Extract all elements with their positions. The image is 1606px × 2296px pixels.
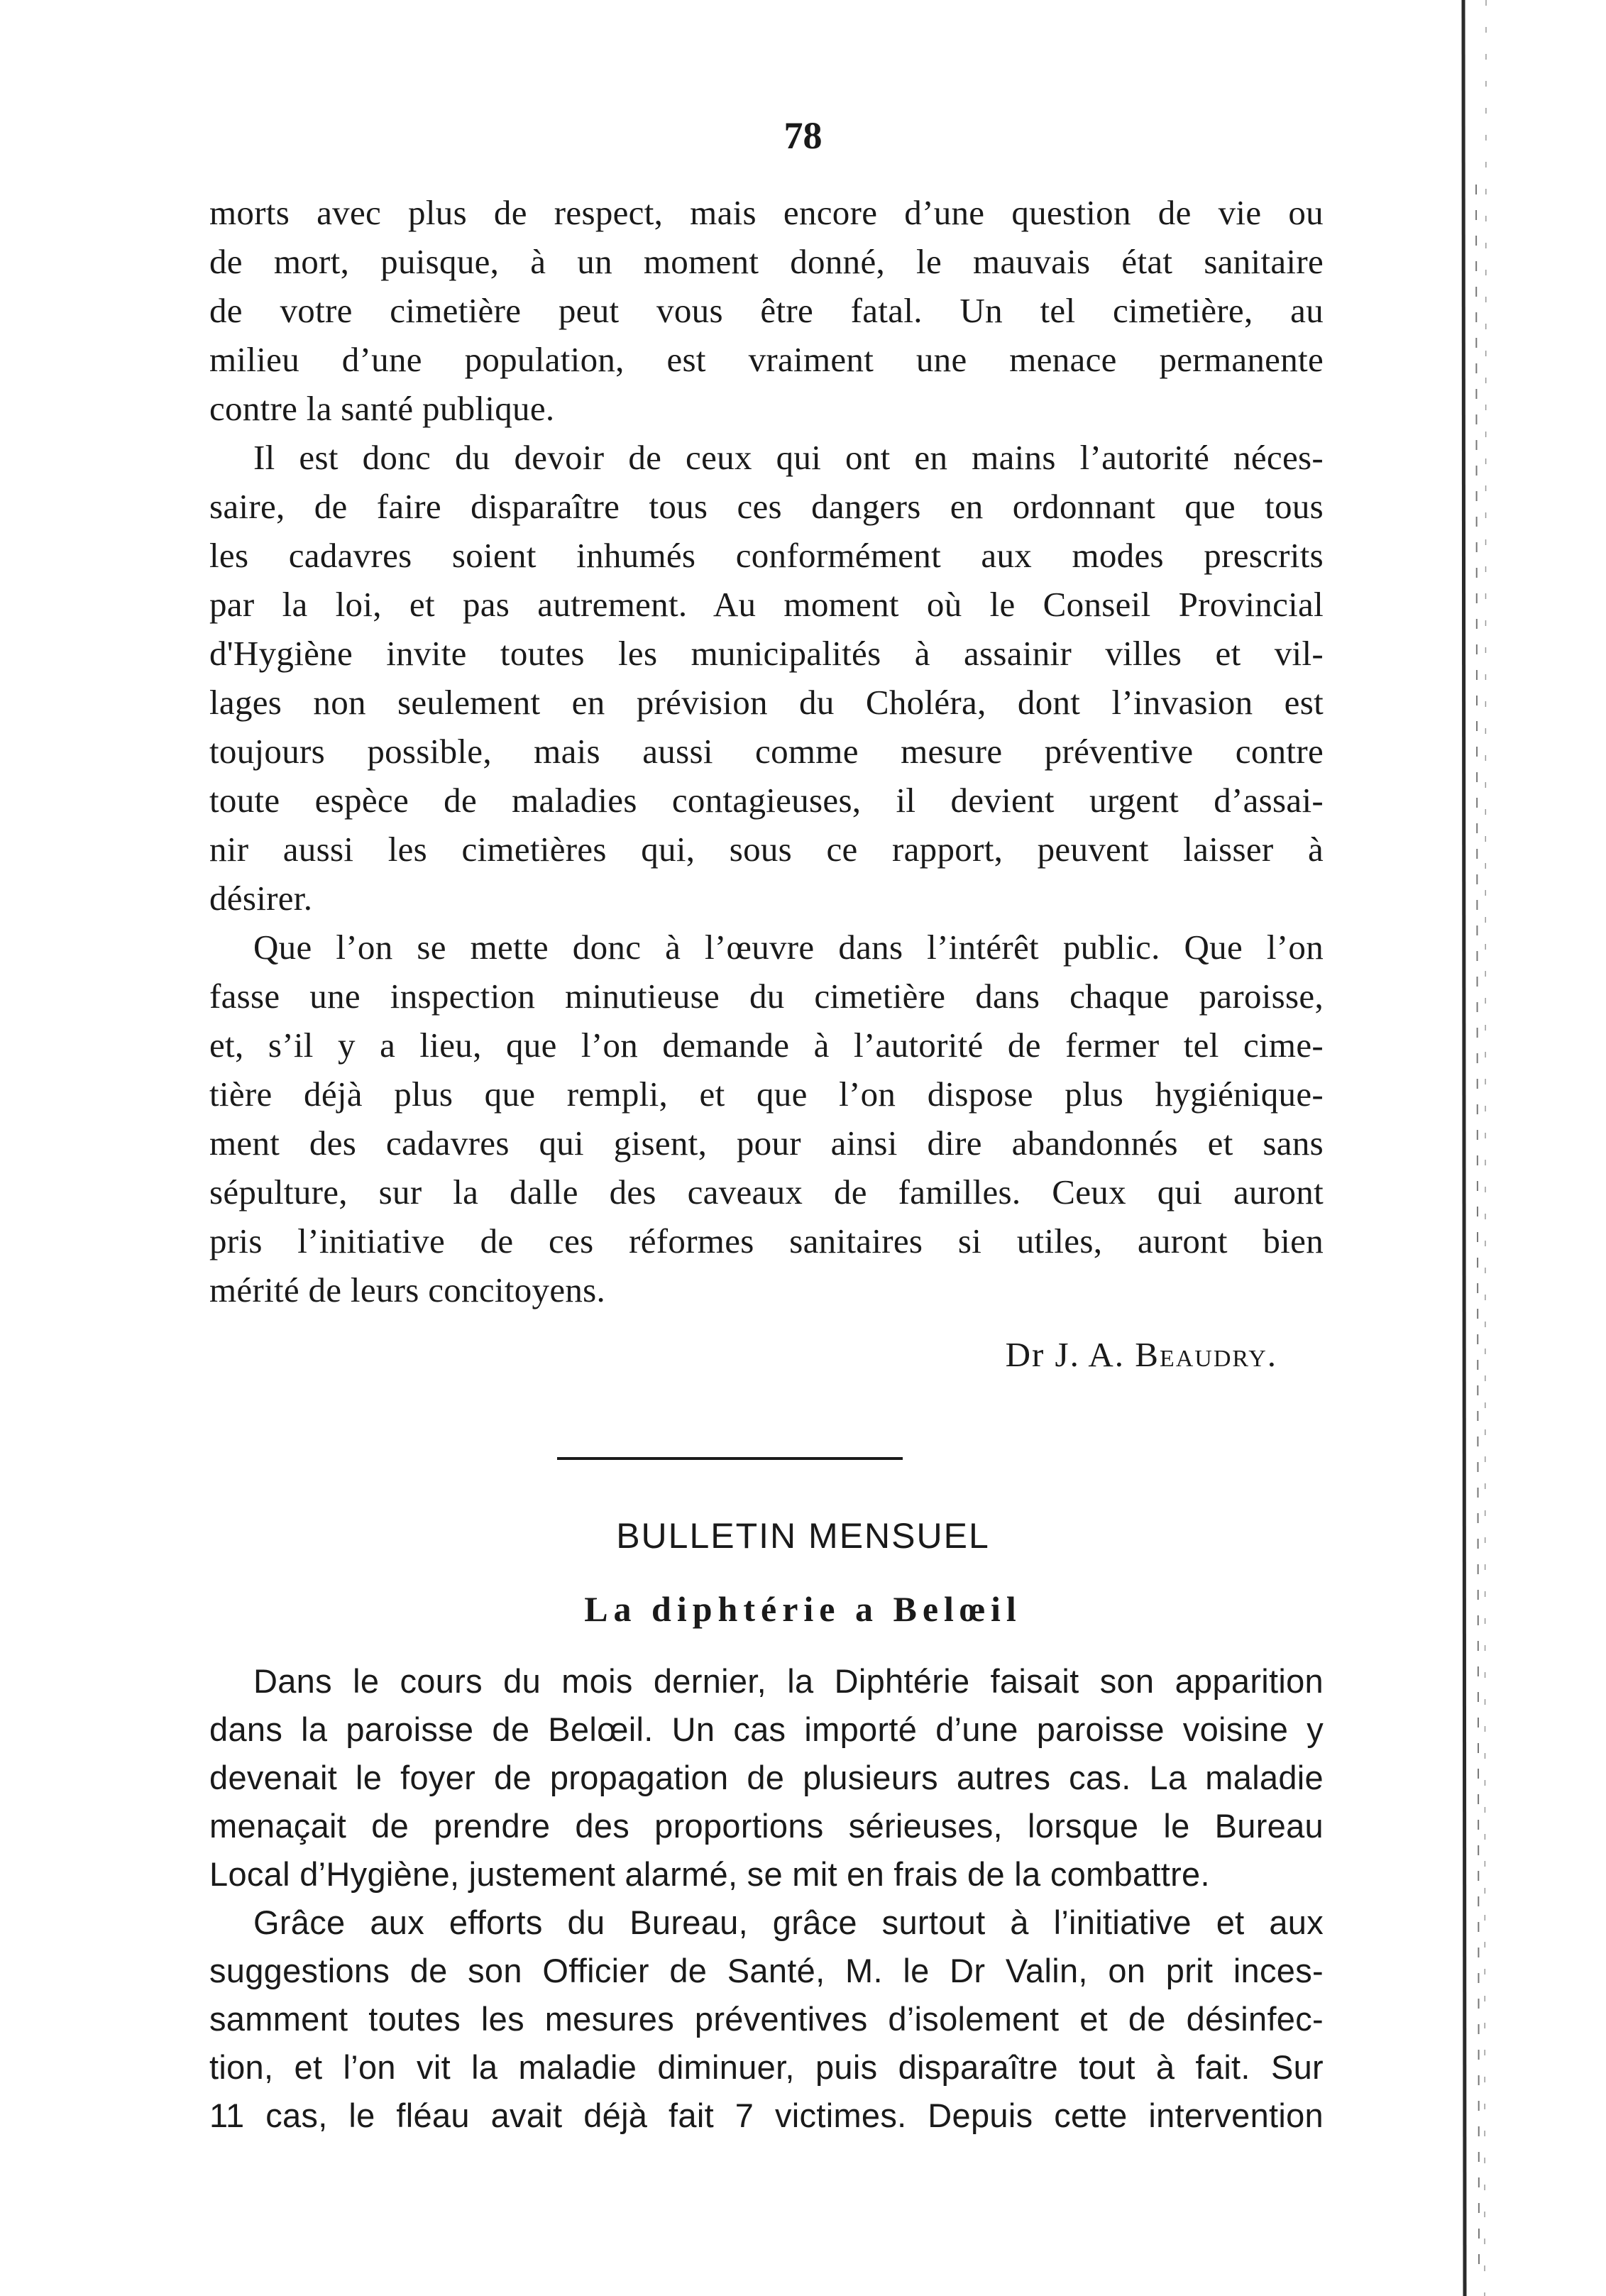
text-line: lages non seulement en prévision du Choléra, dont l’invasion est — [209, 683, 1324, 722]
text-line: Dans le cours du mois dernier, la Diphtérie faisait son apparition — [253, 1662, 1324, 1700]
text-line: les cadavres soient inhumés conformément aux modes prescrits — [209, 536, 1324, 575]
text-line: mérité de leurs concitoyens. — [209, 1270, 606, 1309]
text-line: nir aussi les cimetières qui, sous ce rapport, peuvent laisser à — [209, 830, 1324, 869]
section-divider — [557, 1457, 903, 1460]
paragraph — [209, 923, 1324, 1314]
text-line: contre la santé publique. — [209, 389, 555, 428]
signature-name: Beaudry. — [1135, 1335, 1277, 1374]
text-line: samment toutes les mesures préventives d’isolement et de désinfec- — [209, 2000, 1324, 2038]
text-line: toujours possible, mais aussi comme mesure préventive contre — [209, 732, 1324, 771]
text-line: tière déjà plus que rempli, et que l’on dispose plus hygiénique- — [209, 1075, 1324, 1114]
text-line: 11 cas, le fléau avait déjà fait 7 victimes. Depuis cette intervention — [209, 2097, 1324, 2134]
text-line: désirer. — [209, 879, 313, 918]
text-line: milieu d’une population, est vraiment une menace permanente — [209, 340, 1324, 379]
text-line: menaçait de prendre des proportions sérieuses, lorsque le Bureau — [209, 1807, 1324, 1845]
section-heading: BULLETIN MENSUEL — [616, 1516, 990, 1556]
page-number: 78 — [783, 114, 823, 157]
text-line: de votre cimetière peut vous être fatal. Un tel cimetière, au — [209, 291, 1324, 330]
paragraph — [209, 1899, 1324, 2140]
paragraph — [209, 188, 1324, 433]
signature — [852, 1334, 1277, 1375]
text-line: ment des cadavres qui gisent, pour ainsi dire abandonnés et sans — [209, 1124, 1324, 1163]
letter-body — [209, 188, 1324, 1314]
text-line: toute espèce de maladies contagieuses, il devient urgent d’assai- — [209, 781, 1324, 820]
page-edge-shadow — [1448, 0, 1505, 2296]
paragraph — [209, 1657, 1324, 1899]
text-line: saire, de faire disparaître tous ces dangers en ordonnant que tous — [209, 487, 1324, 526]
text-line: suggestions de son Officier de Santé, M. le Dr Valin, on prit inces- — [209, 1952, 1324, 1989]
text-line: d'Hygiène invite toutes les municipalités à assainir villes et vil- — [209, 634, 1324, 673]
text-line: Il est donc du devoir de ceux qui ont en mains l’autorité néces- — [253, 438, 1324, 477]
text-line: fasse une inspection minutieuse du cimetière dans chaque paroisse, — [209, 977, 1324, 1016]
text-line: Grâce aux efforts du Bureau, grâce surtout à l’initiative et aux — [253, 1904, 1324, 1941]
text-line: dans la paroisse de Belœil. Un cas importé d’une paroisse voisine y — [209, 1710, 1324, 1748]
paragraph — [209, 433, 1324, 923]
text-line: Que l’on se mette donc à l’œuvre dans l’intérêt public. Que l’on — [253, 928, 1324, 967]
text-line: tion, et l’on vit la maladie diminuer, puis disparaître tout à fait. Sur — [209, 2048, 1324, 2086]
text-line: sépulture, sur la dalle des caveaux de familles. Ceux qui auront — [209, 1172, 1324, 1212]
text-line: pris l’initiative de ces réformes sanitaires si utiles, auront bien — [209, 1221, 1324, 1260]
text-line: devenait le foyer de propagation de plusieurs autres cas. La maladie — [209, 1759, 1324, 1796]
article-title: La diphtérie a Belœil — [584, 1589, 1022, 1629]
text-line: par la loi, et pas autrement. Au moment où le Conseil Provincial — [209, 585, 1324, 624]
text-line: Local d’Hygiène, justement alarmé, se mit en frais de la combattre. — [209, 1855, 1210, 1893]
signature-prefix: Dr J. A. — [1005, 1335, 1135, 1374]
text-line: de mort, puisque, à un moment donné, le mauvais état sanitaire — [209, 242, 1324, 281]
text-line: et, s’il y a lieu, que l’on demande à l’autorité de fermer tel cime- — [209, 1026, 1324, 1065]
article-body — [209, 1657, 1324, 2140]
text-line: morts avec plus de respect, mais encore d’une question de vie ou — [209, 193, 1324, 232]
